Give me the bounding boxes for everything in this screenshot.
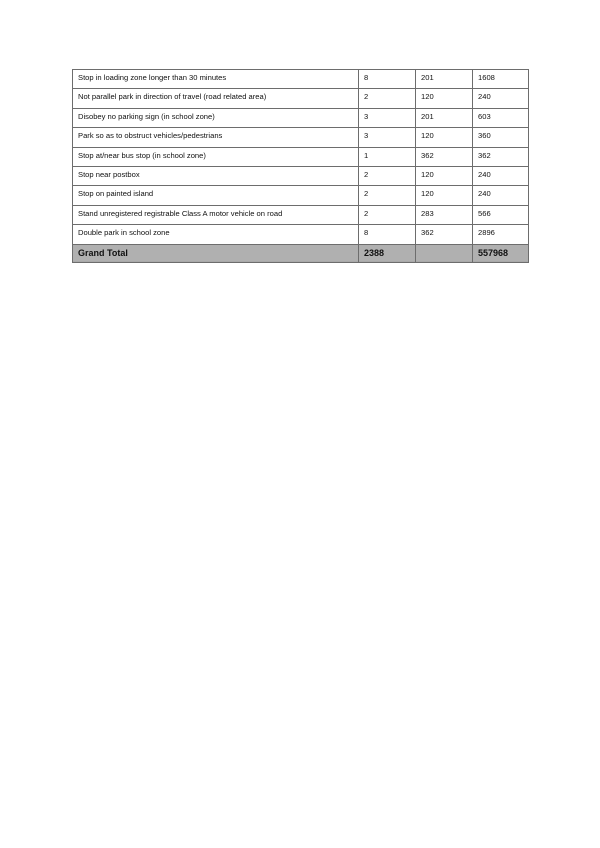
offence-total: 240 (473, 166, 529, 185)
grand-total-count: 2388 (359, 244, 416, 263)
offence-fine: 120 (416, 166, 473, 185)
table-row (73, 70, 529, 89)
offence-count: 2 (359, 186, 416, 205)
offence-description: Stop on painted island (73, 186, 359, 205)
offence-count: 2 (359, 89, 416, 108)
offence-description: Stop in loading zone longer than 30 minutes (73, 70, 359, 89)
table-row (73, 108, 529, 127)
offence-total: 360 (473, 128, 529, 147)
offence-description: Double park in school zone (73, 225, 359, 244)
table-row (73, 205, 529, 224)
offence-count: 2 (359, 166, 416, 185)
grand-total-fine (416, 244, 473, 263)
offence-description: Disobey no parking sign (in school zone) (73, 108, 359, 127)
grand-total-label: Grand Total (73, 244, 359, 263)
offence-fine: 201 (416, 108, 473, 127)
offence-count: 3 (359, 128, 416, 147)
offence-fine: 120 (416, 186, 473, 205)
table-row (73, 147, 529, 166)
table-row (73, 166, 529, 185)
offence-fine: 362 (416, 147, 473, 166)
offence-count: 3 (359, 108, 416, 127)
offence-fine: 283 (416, 205, 473, 224)
offence-total: 566 (473, 205, 529, 224)
offence-total: 240 (473, 186, 529, 205)
offence-total: 240 (473, 89, 529, 108)
table-row (73, 225, 529, 244)
offence-count: 8 (359, 70, 416, 89)
offence-total: 2896 (473, 225, 529, 244)
offence-fine: 120 (416, 89, 473, 108)
grand-total-row (73, 244, 529, 263)
offence-description: Not parallel park in direction of travel (road related area) (73, 89, 359, 108)
offence-total: 362 (473, 147, 529, 166)
offence-total: 1608 (473, 70, 529, 89)
offence-description: Park so as to obstruct vehicles/pedestrians (73, 128, 359, 147)
table-row (73, 89, 529, 108)
grand-total-amount: 557968 (473, 244, 529, 263)
table-row (73, 128, 529, 147)
offence-fine: 120 (416, 128, 473, 147)
table-row (73, 186, 529, 205)
offence-total: 603 (473, 108, 529, 127)
offence-count: 2 (359, 205, 416, 224)
offence-count: 8 (359, 225, 416, 244)
offence-description: Stop at/near bus stop (in school zone) (73, 147, 359, 166)
offence-fine: 201 (416, 70, 473, 89)
offence-description: Stop near postbox (73, 166, 359, 185)
offence-count: 1 (359, 147, 416, 166)
offence-fine: 362 (416, 225, 473, 244)
parking-offences-table (72, 69, 529, 263)
offence-description: Stand unregistered registrable Class A motor vehicle on road (73, 205, 359, 224)
